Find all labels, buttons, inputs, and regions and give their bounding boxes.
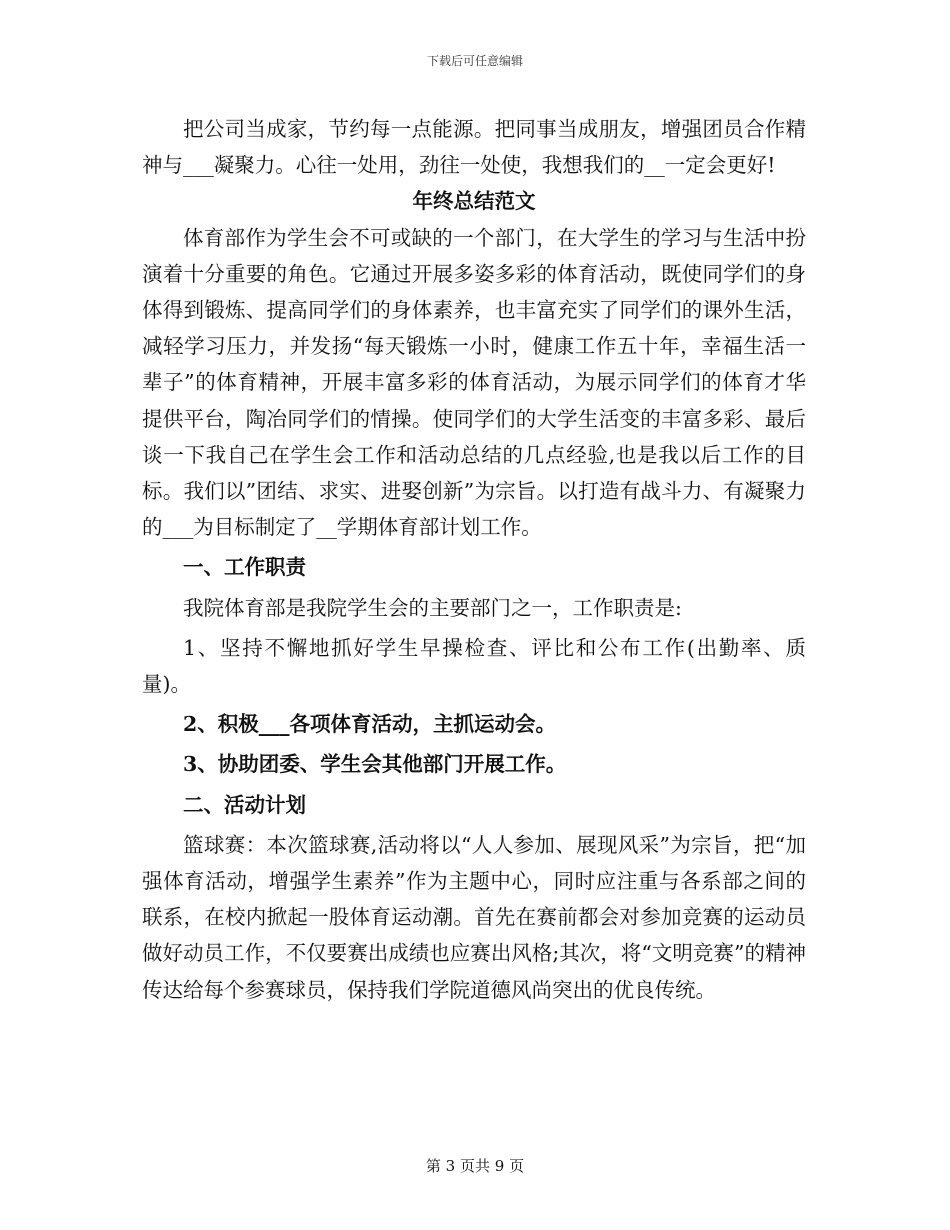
section-heading-duties: 一、工作职责: [183, 555, 306, 580]
document-body: [142, 111, 806, 1008]
intro-paragraph: 把公司当成家，节约每一点能源。把同事当成朋友，增强团员合作精神与___凝聚力。心往一处用，劲往一处使，我想我们的__一定会更好!: [142, 117, 806, 178]
page-footer: 第 3 页共 9 页: [425, 1157, 525, 1175]
document-title: 年终总结范文: [412, 189, 536, 214]
basketball-paragraph: 篮球赛：本次篮球赛,活动将以“人人参加、展现风采”为宗旨，把“加强体育活动，增强学生素养”作为主题中心，同时应注重与各系部之间的联系，在校内掀起一股体育运动潮。首先在赛前都会对参加竞赛的运动员做好动员工作，不仅要赛出成绩也应赛出风格;其次，将“文明竞赛”的精神传达给每个参赛球员，保持我们学院道德风尚突出的优良传统。: [142, 832, 806, 1002]
duties-intro: 我院体育部是我院学生会的主要部门之一，工作职责是:: [183, 595, 682, 620]
section-heading-activities: 二、活动计划: [183, 792, 306, 817]
body-paragraph: 体育部作为学生会不可或缺的一个部门，在大学生的学习与生活中扮演着十分重要的角色。它通过开展多姿多彩的体育活动，既使同学们的身体得到锻炼、提高同学们的身体素养，也丰富充实了同学们的课外生活，减轻学习压力，并发扬“每天锻炼一小时，健康工作五十年，幸福生活一辈子”的体育精神，开展丰富多彩的体育活动，为展示同学们的体育才华提供平台，陶冶同学们的情操。使同学们的大学生活变的丰富多彩、最后谈一下我自己在学生会工作和活动总结的几点经验,也是我以后工作的目标。我们以”团结、求实、进娶创新”为宗旨。以打造有战斗力、有凝聚力的___为目标制定了__学期体育部计划工作。: [142, 225, 806, 540]
duty-item-2: 2、积极___各项体育活动，主抓运动会。: [183, 712, 557, 737]
page-header: 下载后可任意编辑: [426, 54, 523, 68]
duty-item-1: 1、坚持不懈地抓好学生早操检查、评比和公布工作(出勤率、质量)。: [142, 635, 806, 697]
duty-item-3: 3、协助团委、学生会其他部门开展工作。: [183, 752, 567, 777]
